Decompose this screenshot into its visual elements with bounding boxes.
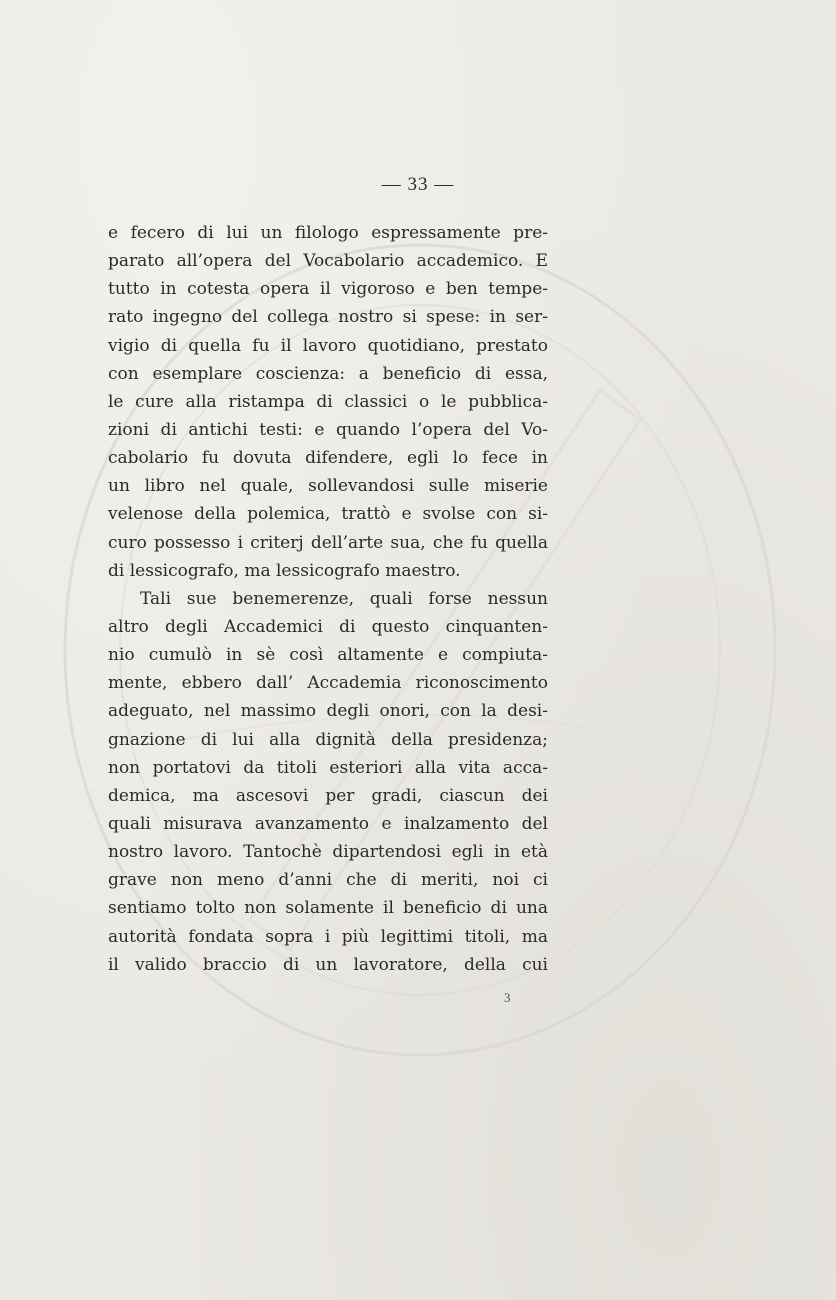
body-text: [108, 219, 548, 979]
text-line: non portatovi da titoli esteriori alla vita acca-: [108, 757, 548, 778]
text-line: autorità fondata sopra i più legittimi titoli, ma: [108, 926, 548, 947]
text-line: il valido braccio di un lavoratore, della cui: [108, 954, 548, 975]
text-line: adeguato, nel massimo degli onori, con la desi-: [108, 701, 548, 722]
text-line: curo possesso i criterj dell’arte sua, che fu quella: [108, 532, 548, 553]
text-line: rato ingegno del collega nostro si spese: in ser-: [108, 307, 548, 328]
text-line: gnazione di lui alla dignità della presidenza;: [108, 729, 548, 750]
text-line: parato all’opera del Vocabolario accademico. E: [108, 251, 548, 272]
text-line: mente, ebbero dall’ Accademia riconoscimento: [108, 673, 548, 694]
text-line: e fecero di lui un filologo espressamente pre-: [108, 223, 548, 243]
signature-mark: 3: [504, 990, 511, 1005]
text-line: sentiamo tolto non solamente il beneficio di una: [108, 898, 548, 919]
text-line: cabolario fu dovuta difendere, egli lo fece in: [108, 448, 548, 469]
text-line: quali misurava avanzamento e inalzamento del: [108, 813, 548, 834]
paragraph-2: [108, 585, 548, 979]
paragraph-1: [108, 219, 548, 585]
text-line: Tali sue benemerenze, quali forse nessun: [140, 588, 548, 609]
text-line: nio cumulò in sè così altamente e compiuta-: [108, 645, 548, 666]
text-line: altro degli Accademici di questo cinquanten-: [108, 616, 548, 637]
text-line: tutto in cotesta opera il vigoroso e ben tempe-: [108, 279, 548, 300]
text-line: con esemplare coscienza: a beneficio di essa,: [108, 363, 548, 384]
text-line: le cure alla ristampa di classici o le pubblica-: [108, 391, 548, 412]
page-number: — 33 —: [381, 174, 455, 195]
text-line: demica, ma ascesovi per gradi, ciascun dei: [108, 785, 548, 806]
text-line: grave non meno d’anni che di meriti, noi ci: [108, 870, 548, 891]
text-line: velenose della polemica, trattò e svolse con si-: [108, 504, 548, 525]
text-line: nostro lavoro. Tantochè dipartendosi egli in età: [108, 842, 548, 863]
text-line: di lessicografo, ma lessicografo maestro.: [108, 560, 461, 581]
text-line: zioni di antichi testi: e quando l’opera del Vo-: [108, 419, 548, 440]
text-line: vigio di quella fu il lavoro quotidiano, prestato: [108, 335, 548, 356]
text-line: un libro nel quale, sollevandosi sulle miserie: [108, 476, 548, 497]
